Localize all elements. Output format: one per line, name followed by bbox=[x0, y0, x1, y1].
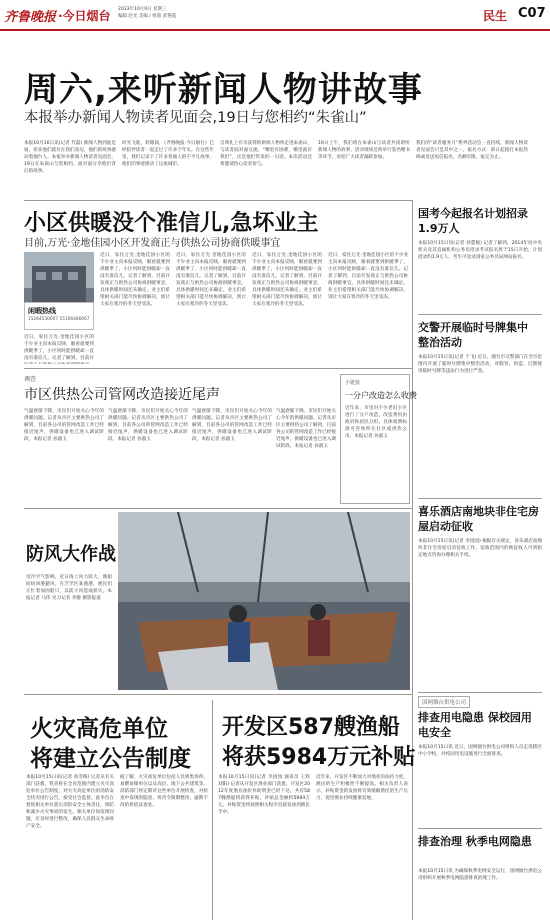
right-item3-body: 本报10月15日讯(记者 李园园) 根据有关规定，喜乐酒店南地块非住宅房屋启动征收工作。征收范围内的被征收人可到指定地点咨询办理相关手续。 bbox=[418, 539, 542, 558]
lead-subhead: 本报举办新闻人物读者见面会,19日与您相约“朱雀山” bbox=[24, 110, 367, 126]
right-rule-1 bbox=[418, 314, 542, 315]
heating-photo bbox=[24, 252, 94, 330]
photo-caption-box bbox=[24, 302, 94, 330]
heating-col-5: 近日，家住万光·金地佳园小区的不少业主向本报反映，眼看就要到供暖季了，小区何时能供暖却一直没有准信儿。记者了解到，目前开发商正与供热公司协商供暖事宜，具体供暖时间还未确定。业主们希望相关部门能尽快协调解决，别让大家在寒冷的冬天里受冻。 bbox=[328, 253, 408, 300]
photo-caption: 闲暇热线 bbox=[28, 307, 56, 315]
lead-col-4: 19日上午，我们将在朱雀山与读者共同聆听新闻人物的故事。活动现场还将举行签名赠书等环节，欢迎广大读者踊跃参加。 bbox=[318, 141, 410, 160]
right-rule-4 bbox=[418, 828, 542, 829]
edition-name: ·今日烟台 bbox=[58, 9, 111, 23]
heating-headline: 小区供暖没个准信儿,急坏业主 bbox=[24, 211, 319, 236]
masthead bbox=[0, 0, 550, 30]
fishing-col-2: 近年来，开发区不断加大对渔业的扶持力度，渔民的生产积极性不断提高。相关负责人表示，补贴资金的发放将有效缓解渔民的生产压力，促进渔业持续健康发展。 bbox=[316, 775, 408, 801]
fire-headline-line-2: 将建立公告制度 bbox=[30, 746, 191, 772]
link-box-kicker: 小链接 bbox=[345, 380, 361, 386]
pipe-col-4: 气温逐渐下降，市民们开始关心今年的供暖问题。记者从市区主要供热公司了解到，目前各公司的管网改造工作已经接近尾声，供暖设备也已进入调试阶段。本报记者 孙淑玉 bbox=[276, 409, 336, 449]
heating-col-1: 近日，家住万光·金地佳园小区的不少业主向本报反映，眼看就要到供暖季了，小区何时能供暖却一直没有准信儿。记者了解到，目前开 bbox=[24, 335, 94, 361]
link-box-body: 近年来，市里对不少老旧小区进行了分户改造，改造费用由政府和居民分担。具体收费标准可咨询所在社区或供热公司。本报记者 孙淑玉 bbox=[345, 406, 407, 439]
right-rule-2 bbox=[418, 498, 542, 499]
wind-bottom-rule bbox=[24, 694, 412, 695]
right-item5-body: 本报10月15日讯 为确保秋季电网安全运行，国网烟台供电公司组织开展秋季电网隐患排查治理工作。 bbox=[418, 869, 542, 881]
lead-col-1: 本报10月16日讯(记者 代磊) 新闻人物到底是谁，原来他们就住在我们身边，他们的故事感动着烟台人。本报举办新闻人物读者见面会，19日在朱雀山与您相约，面对面分享他们背后的故事。 bbox=[24, 141, 116, 174]
heating-col-2: 近日，家住万光·金地佳园小区的不少业主向本报反映，眼看就要到供暖季了，小区何时能供暖却一直没有准信儿。记者了解到，目前开发商正与供热公司协商供暖事宜，具体供暖时间还未确定。业主们希望相关部门能尽快协调解决，别让大家在寒冷的冬天里受冻。 bbox=[100, 253, 170, 307]
heating-subhead: 目前,万光·金地佳园小区开发商正与供热公司协商供暖事宜 bbox=[24, 238, 281, 249]
masthead-meta-line2: 编辑 赵光 美编 / 组版 武艳霞 bbox=[118, 14, 177, 19]
masthead-rule bbox=[0, 29, 550, 31]
section-name: 民生 bbox=[483, 9, 508, 23]
fishing-col-1: 本报10月15日讯(记者 李园园 通讯员 王辉 刘阳) 记者从开发区渔业部门获悉，开发区2012年度渔业油价补助资金已经下达，共有587艘渔船将获得补贴，补贴总金额约5984万元。补贴资金将按照相关程序直接发放到渔民手中。 bbox=[218, 775, 310, 815]
fire-col-1: 本报10月15日讯(记者 高雪梅) 记者从有关部门获悉，我省将在全省范围内建立火灾高危单位公告制度，对火灾高危单位的消防安全状况进行公告，接受社会监督。此举旨在督促相关单位落实消防安全主体责任，预防和减少火灾事故的发生。相关单位如发现问题，应及时进行整改，确保人民群众生命财产安全。 bbox=[26, 775, 114, 829]
fire-col-2: 据了解，火灾高危单位包括人员密集场所、易燃易爆单位以及高层、地下公共建筑等。消防部门将定期对这些单位开展检查，对检查中发现的隐患，将责令限期整改，逾期不改的将依法查处。 bbox=[120, 775, 208, 808]
heating-bottom-rule bbox=[24, 368, 412, 369]
right-rule-3 bbox=[418, 692, 542, 693]
lead-col-3: 自典礼上有幸获得的新闻人物将走进朱雀山，与读者面对面交流。“哪里有困难，哪里就有我们”，这是他们常说的一句话。本次活动还将邀请热心读者参与。 bbox=[220, 141, 312, 167]
pipe-bottom-rule bbox=[24, 508, 412, 509]
fire-headline-line-1: 火灾高危单位 bbox=[30, 716, 168, 742]
lead-headline: 周六,来听新闻人物讲故事 bbox=[24, 70, 423, 110]
pipe-headline: 市区供热公司管网改造接近尾声 bbox=[24, 387, 220, 403]
fishing-headline-line-1: 开发区587艘渔船 bbox=[222, 715, 400, 740]
pipe-col-2: 气温逐渐下降，市民们开始关心今年的供暖问题。记者从市区主要供热公司了解到，目前各公司的管网改造工作已经接近尾声，供暖设备也已进入调试阶段。本报记者 孙淑玉 bbox=[108, 409, 188, 442]
right-item5-headline: 排查治理 秋季电网隐患 bbox=[418, 835, 532, 848]
right-item4-body: 本报10月15日讯 近日，国网烟台供电公司组织人员走进辖区中小学校，对校园用电设施进行全面排查。 bbox=[418, 745, 542, 757]
lead-col-2: 时光飞逝，转眼间，《齐鲁晚报·今日烟台》已经陪伴读者一起走过了许多个年头。在这些年里，我们记录下了许多普通人的不平凡故事，他们的事迹感动了这座城市。 bbox=[122, 141, 214, 167]
link-box-headline: 一分户改造怎么收费 bbox=[345, 391, 417, 400]
lead-col-5: 我们的“读者服务月”系列活动会一直持续，新闻人物读者见面会只是其中之一。报名方式：即日起拨打本报热线或发送短信报名，名额有限，报完为止。 bbox=[416, 141, 528, 160]
fire-fishing-divider bbox=[212, 700, 213, 920]
page-number: C07 bbox=[518, 6, 546, 21]
link-box bbox=[340, 374, 417, 504]
heating-col-3: 近日，家住万光·金地佳园小区的不少业主向本报反映，眼看就要到供暖季了，小区何时能供暖却一直没有准信儿。记者了解到，目前开发商正与供热公司协商供暖事宜，具体供暖时间还未确定。业主们希望相关部门能尽快协调解决，别让大家在寒冷的冬天里受冻。 bbox=[176, 253, 246, 307]
right-item1-headline: 国考今起报名计划招录1.9万人 bbox=[418, 207, 528, 235]
heating-col-4: 近日，家住万光·金地佳园小区的不少业主向本报反映，眼看就要到供暖季了，小区何时能供暖却一直没有准信儿。记者了解到，目前开发商正与供热公司协商供暖事宜，具体供暖时间还未确定。业主们希望相关部门能尽快协调解决，别让大家在寒冷的冬天里受冻。 bbox=[252, 253, 322, 307]
fishing-headline-line-2: 将获5984万元补贴 bbox=[222, 745, 416, 770]
right-item2-headline: 交警开展临时号牌集中整治活动 bbox=[418, 321, 528, 349]
paper-name: 齐鲁晚报 bbox=[4, 10, 57, 25]
wind-photo bbox=[118, 512, 410, 690]
right-column-divider bbox=[412, 200, 413, 920]
right-item4-headline: 排查用电隐患 保校园用电安全 bbox=[418, 711, 532, 739]
right-item3-headline: 喜乐酒店南地块非住宅房屋启动征收 bbox=[418, 505, 539, 533]
right-item4-kicker: 国网烟台供电公司 bbox=[418, 696, 470, 708]
photo-caption-phone: 15264530007 15106466667 bbox=[28, 317, 90, 322]
pipe-kicker: 调查 bbox=[24, 376, 37, 383]
masthead-meta-line1: 2013年10月9日 星期三 bbox=[118, 7, 167, 12]
wind-body: 受冷空气影响，近日海上风力较大，渔船纷纷回港避风。在芝罘区某渔港，渔民们正忙着加固船只，以防大风造成损失。本报记者 马伟 见习记者 李静 摄影报道 bbox=[26, 575, 112, 601]
lead-bottom-rule bbox=[24, 200, 412, 201]
right-item2-body: 本报10月15日讯(记者 于飞) 近日，烟台市交警部门在全市范围内开展了临时号牌集中整治活动，对假冒、伪造、过期使用临时号牌等违法行为进行严查。 bbox=[418, 355, 542, 374]
pipe-col-1: 气温逐渐下降，市民们开始关心今年的供暖问题。记者从市区主要供热公司了解到，目前各公司的管网改造工作已经接近尾声，供暖设备也已进入调试阶段。本报记者 孙淑玉 bbox=[24, 409, 104, 442]
wind-headline: 防风大作战 bbox=[26, 544, 116, 565]
right-item1-body: 本报10月15日讯(记者 孙慧敏) 记者了解到，2014年度中央机关及其直属机构公务员招录考试报名将于15日开始，计划招录约1.9万人。考生可登录国家公务员局网站报名。 bbox=[418, 241, 542, 260]
pipe-col-3: 气温逐渐下降，市民们开始关心今年的供暖问题。记者从市区主要供热公司了解到，目前各公司的管网改造工作已经接近尾声，供暖设备也已进入调试阶段。本报记者 孙淑玉 bbox=[192, 409, 272, 442]
